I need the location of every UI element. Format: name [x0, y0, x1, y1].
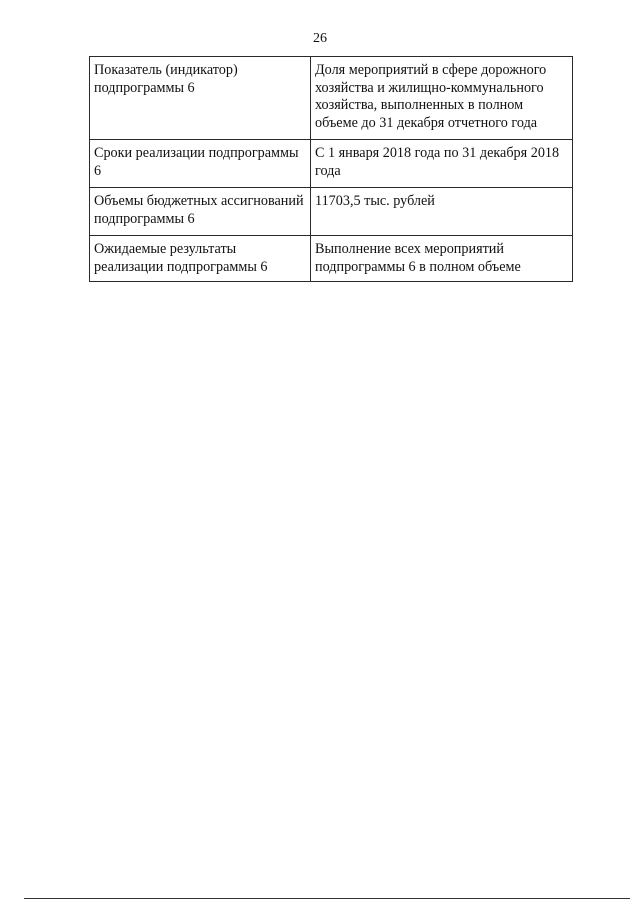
row-label: Ожидаемые результаты реализации подпрограммы 6 — [90, 236, 311, 282]
row-value: 11703,5 тыс. рублей — [311, 188, 573, 236]
row-label: Сроки реализации подпрограммы 6 — [90, 140, 311, 188]
page-number: 26 — [313, 31, 327, 46]
table-row — [90, 236, 573, 282]
subprogram-passport-table — [89, 56, 573, 282]
row-value: С 1 января 2018 года по 31 декабря 2018 года — [311, 140, 573, 188]
row-value: Выполнение всех мероприятий подпрограммы 6 в полном объеме — [311, 236, 573, 282]
row-value: Доля мероприятий в сфере дорожного хозяйства и жилищно-коммунального хозяйства, выполненных в полном объеме до 31 декабря отчетного года — [311, 57, 573, 140]
table-row — [90, 140, 573, 188]
bottom-divider — [24, 898, 630, 899]
row-label: Показатель (индикатор) подпрограммы 6 — [90, 57, 311, 140]
table-row — [90, 57, 573, 140]
table-row — [90, 188, 573, 236]
row-label: Объемы бюджетных ассигнований подпрограммы 6 — [90, 188, 311, 236]
